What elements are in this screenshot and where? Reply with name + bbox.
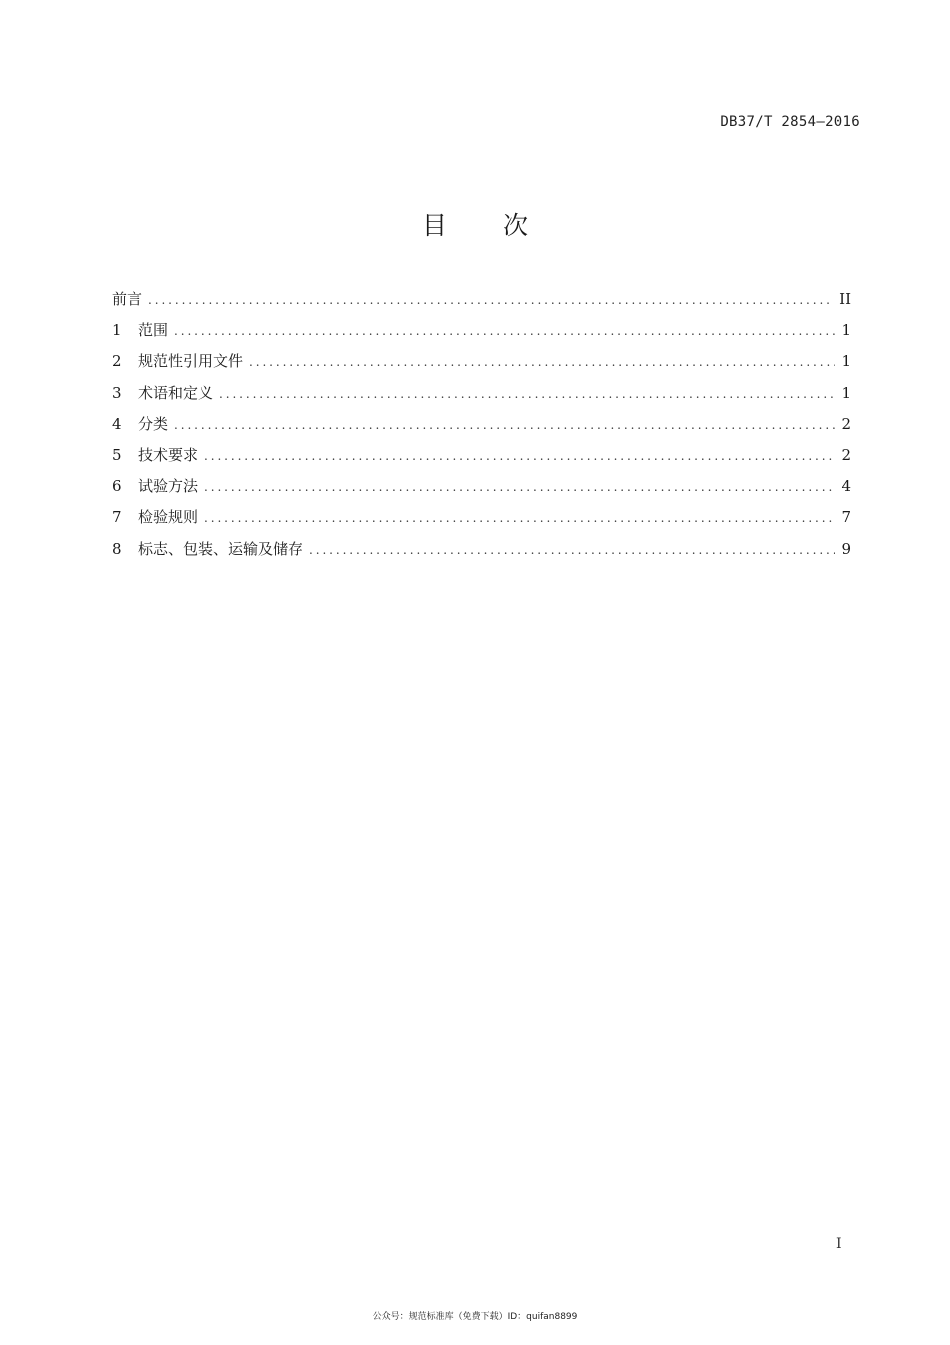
toc-entry-number: 7 — [112, 508, 122, 527]
toc-leader-dots — [204, 503, 835, 534]
page-title: 目 次 — [422, 211, 552, 240]
toc-leader-dots — [309, 535, 835, 566]
toc-entry-scope[interactable] — [112, 315, 851, 346]
toc-leader-dots — [249, 347, 835, 378]
toc-entry-label: 范围 — [138, 321, 169, 340]
toc-entry-number: 4 — [112, 414, 122, 433]
toc-leader-dots — [174, 410, 835, 441]
toc-entry-normative-references[interactable] — [112, 346, 851, 377]
toc-entry-label: 分类 — [138, 414, 169, 433]
toc-entry-page: 2 — [841, 445, 851, 464]
standard-code: DB37/T 2854—2016 — [720, 114, 860, 130]
toc-entry-page: 2 — [841, 414, 851, 433]
toc-entry-number: 5 — [112, 445, 122, 464]
toc-entry-page: 7 — [841, 508, 851, 527]
toc-entry-label: 标志、包装、运输及储存 — [138, 539, 304, 558]
toc-entry-terms-definitions[interactable] — [112, 378, 851, 409]
toc-entry-page: 4 — [841, 477, 851, 496]
toc-entry-classification[interactable] — [112, 409, 851, 440]
toc-entry-label: 术语和定义 — [138, 383, 214, 402]
toc-leader-dots — [204, 472, 835, 503]
toc-entry-page: II — [839, 290, 851, 308]
toc-entry-label: 规范性引用文件 — [138, 352, 244, 371]
toc-entry-marking-packaging[interactable] — [112, 534, 851, 565]
toc-entry-page: 1 — [841, 383, 851, 402]
toc-entry-number: 1 — [112, 321, 122, 340]
toc-entry-label: 试验方法 — [138, 477, 199, 496]
toc-entry-page: 1 — [841, 321, 851, 340]
toc-leader-dots — [219, 379, 835, 410]
toc-leader-dots — [204, 441, 835, 472]
toc-entry-number: 6 — [112, 477, 122, 496]
toc-entry-technical-requirements[interactable] — [112, 440, 851, 471]
toc-entry-number: 3 — [112, 383, 122, 402]
toc-entry-label: 前言 — [112, 290, 143, 308]
toc-entry-label: 检验规则 — [138, 508, 199, 527]
toc-entry-inspection-rules[interactable] — [112, 502, 851, 533]
toc-leader-dots — [148, 285, 833, 316]
toc-entry-number: 2 — [112, 352, 122, 371]
toc-leader-dots — [174, 316, 835, 347]
page-number: I — [836, 1236, 842, 1252]
table-of-contents — [112, 284, 851, 565]
toc-entry-page: 9 — [841, 539, 851, 558]
toc-entry-label: 技术要求 — [138, 445, 199, 464]
footer-note: 公众号：规范标准库（免费下载）ID：quifan8899 — [372, 1312, 578, 1322]
toc-entry-foreword[interactable] — [112, 284, 851, 315]
toc-entry-number: 8 — [112, 539, 122, 558]
toc-entry-page: 1 — [841, 352, 851, 371]
toc-entry-test-methods[interactable] — [112, 471, 851, 502]
